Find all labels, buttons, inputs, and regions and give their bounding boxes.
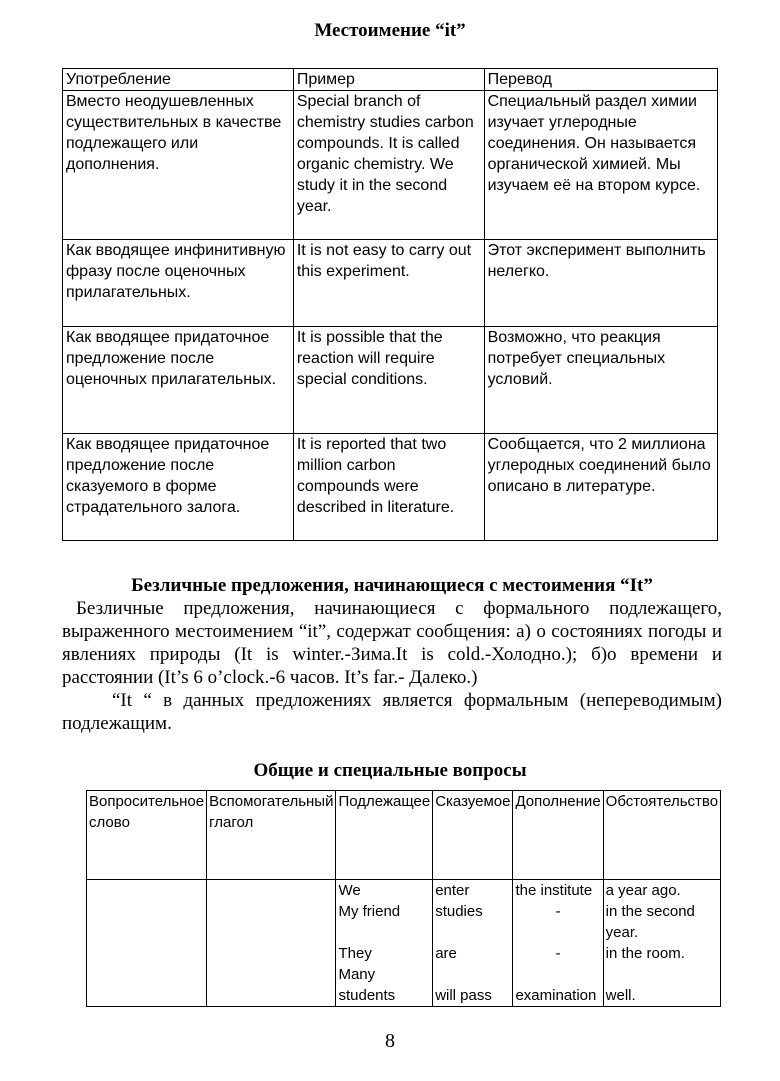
- table-cell: are: [433, 943, 513, 964]
- translation-cell: Возможно, что реакция потребует специальных условий.: [484, 327, 717, 434]
- table-row: [63, 240, 718, 327]
- table-cell: [207, 880, 336, 902]
- table-cell: We: [336, 880, 433, 902]
- table-cell: My friend: [336, 901, 433, 943]
- usage-cell: Вместо неодушевленных существительных в качестве подлежащего или дополнения.: [63, 91, 294, 240]
- table-row: [87, 901, 721, 943]
- paragraph: “It “ в данных предложениях является формальным (непереводимым) подлежащим.: [62, 690, 722, 734]
- table-cell: -: [513, 943, 603, 964]
- table-cell: [87, 880, 207, 902]
- table-header-row: [87, 791, 721, 880]
- table-cell: studies: [433, 901, 513, 943]
- translation-cell: Специальный раздел химии изучает углеродные соединения. Он называется органической химией. Мы изучаем её на втором курсе.: [484, 91, 717, 240]
- impersonal-sentences-section: [62, 574, 722, 735]
- page-title: Местоимение “it”: [314, 20, 466, 41]
- column-header: Пример: [293, 69, 484, 91]
- example-cell: It is not easy to carry out this experiment.: [293, 240, 484, 327]
- table-cell: in the room.: [603, 943, 720, 964]
- example-cell: It is reported that two million carbon compounds were described in literature.: [293, 434, 484, 541]
- usage-cell: Как вводящее придаточное предложение после оценочных прилагательных.: [63, 327, 294, 434]
- section-heading: Безличные предложения, начинающиеся с местоимения “It”: [131, 575, 653, 596]
- example-cell: It is possible that the reaction will require special conditions.: [293, 327, 484, 434]
- column-header: Вопросительное слово: [87, 791, 207, 880]
- translation-cell: Этот эксперимент выполнить нелегко.: [484, 240, 717, 327]
- table-row: [63, 434, 718, 541]
- column-header: Дополнение: [513, 791, 603, 880]
- questions-table: [86, 790, 721, 1007]
- table-cell: [87, 901, 207, 943]
- table-cell: the institute: [513, 880, 603, 902]
- table-cell: -: [513, 901, 603, 943]
- table-cell: [207, 943, 336, 964]
- column-header: Сказуемое: [433, 791, 513, 880]
- paragraph: Безличные предложения, начинающиеся с формального подлежащего, выраженного местоимением “it”, содержат сообщения: а) о состояниях погоды и явлениях природы (It is winter.-Зима.It is cold.-Холодно.); б)о времени и расстоянии (It’s 6 o’clock.-6 часов. It’s far.- Далеко.): [62, 598, 722, 688]
- usage-cell: Как вводящее инфинитивную фразу после оценочных прилагательных.: [63, 240, 294, 327]
- table-cell: will pass: [433, 964, 513, 1007]
- column-header: Употребление: [63, 69, 294, 91]
- table-cell: [87, 943, 207, 964]
- table-cell: examination: [513, 964, 603, 1007]
- section-heading: Общие и специальные вопросы: [253, 760, 527, 781]
- usage-cell: Как вводящее придаточное предложение после сказуемого в форме страдательного залога.: [63, 434, 294, 541]
- pronoun-it-table: [62, 68, 718, 541]
- table-cell: a year ago.: [603, 880, 720, 902]
- table-row: [87, 943, 721, 964]
- column-header: Вспомогательный глагол: [207, 791, 336, 880]
- table-cell: [207, 901, 336, 943]
- table-header-row: [63, 69, 718, 91]
- table-cell: well.: [603, 964, 720, 1007]
- example-cell: Special branch of chemistry studies carbon compounds. It is called organic chemistry. We study it in the second year.: [293, 91, 484, 240]
- table-cell: in the second year.: [603, 901, 720, 943]
- page-number: 8: [385, 1030, 395, 1052]
- table-row: [63, 327, 718, 434]
- table-row: [87, 964, 721, 1007]
- table-row: [63, 91, 718, 240]
- column-header: Обстоятельство: [603, 791, 720, 880]
- table-cell: Many students: [336, 964, 433, 1007]
- table-cell: [87, 964, 207, 1007]
- translation-cell: Сообщается, что 2 миллиона углеродных соединений было описано в литературе.: [484, 434, 717, 541]
- column-header: Подлежащее: [336, 791, 433, 880]
- table-cell: enter: [433, 880, 513, 902]
- column-header: Перевод: [484, 69, 717, 91]
- table-cell: [207, 964, 336, 1007]
- table-row: [87, 880, 721, 902]
- table-cell: They: [336, 943, 433, 964]
